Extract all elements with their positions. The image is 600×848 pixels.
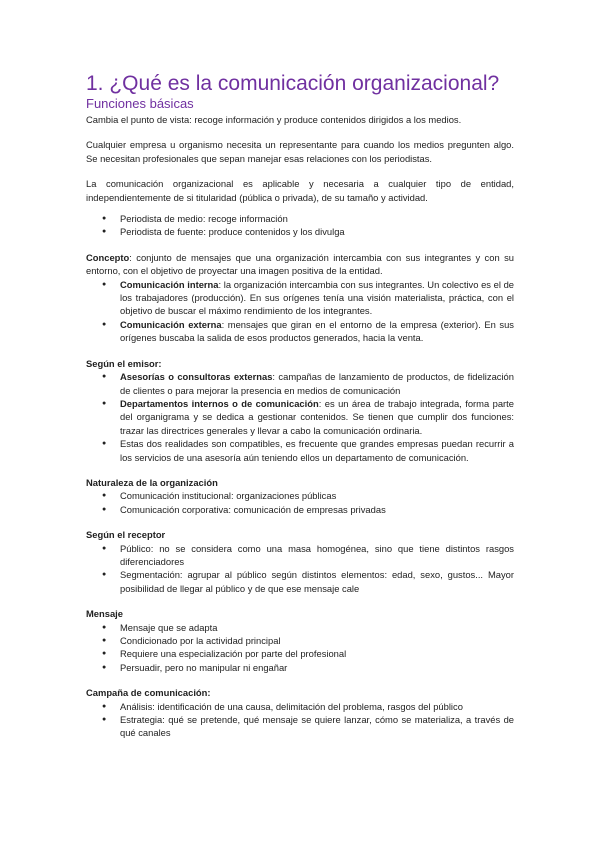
emisor-list: [86, 370, 514, 464]
list-item: ● Periodista de medio: recoge información: [120, 212, 514, 225]
concepto-label: Concepto: [86, 251, 130, 263]
item-text: Estas dos realidades son compatibles, es frecuente que grandes empresas puedan recurrir a los servicios de una asesoría aún teniendo ellos un departamento de comunicación.: [120, 438, 514, 463]
naturaleza-list: [86, 489, 514, 516]
list-item: ● Comunicación corporativa: comunicación de empresas privadas: [120, 503, 514, 516]
item-text: : es un área de trabajo integrada, forma parte del organigrama y se dedica a gestionar contenidos. Se tienen que cumplir dos funciones: trazar las directrices generales y llevar a cabo la comunicación ordinaria.: [120, 397, 514, 436]
list-item: [120, 278, 514, 318]
item-label: Comunicación interna: [120, 278, 219, 290]
list-item: [120, 437, 514, 464]
item-text: : la organización intercambia con sus integrantes. Un colectivo es el de los trabajadores (producción). En sus orígenes tenía una visión materialista, práctica, con el objetivo de buscar el máximo rendimiento de los integrantes.: [120, 278, 515, 317]
list-item: [120, 318, 514, 345]
page-title: 1. ¿Qué es la comunicación organizacional?: [86, 72, 500, 95]
concepto-list: [86, 278, 514, 345]
list-item: ● Periodista de fuente: produce contenidos y los divulga: [120, 225, 514, 238]
intro-paragraph-1: Cambia el punto de vista: recoge información y produce contenidos dirigidos a los medios.: [86, 114, 462, 125]
list-item: ● Estrategia: qué se pretende, qué mensaje se quiere lanzar, cómo se materializa, a través de qué canales: [120, 713, 514, 740]
item-text: : campañas de lanzamiento de productos, de fidelización de clientes o para mejorar la presencia en medios de comunicación: [120, 371, 514, 396]
emisor-heading: Según el emisor:: [86, 357, 162, 369]
list-item: [120, 397, 514, 437]
periodistas-list: [86, 212, 514, 239]
list-item: ● Público: no se considera como una masa homogénea, sino que tiene distintos rasgos diferenciadores: [120, 542, 514, 569]
mensaje-list: [86, 621, 514, 675]
list-item: ● Mensaje que se adapta: [120, 621, 514, 634]
item-label: Asesorías o consultoras externas: [120, 371, 273, 383]
item-text: : mensajes que giran en el entorno de la empresa (exterior). En sus orígenes buscaba la salida de esos productos generados, hacia la venta.: [120, 318, 514, 344]
receptor-heading: Según el receptor: [86, 529, 166, 541]
item-label: Departamentos internos o de comunicación: [120, 397, 319, 409]
intro-paragraph-3: La comunicación organizacional es aplicable y necesaria a cualquier tipo de entidad, independientemente de si titularidad (pública o privada), de su tamaño y actividad.: [86, 178, 514, 203]
mensaje-heading: Mensaje: [86, 608, 123, 620]
item-label: Comunicación externa: [120, 318, 222, 330]
list-item: ● Condicionado por la actividad principal: [120, 634, 514, 647]
list-item: ● Persuadir, pero no manipular ni engañar: [120, 661, 514, 674]
list-item: ● Comunicación institucional: organizaciones públicas: [120, 489, 514, 502]
list-item: [120, 370, 514, 397]
concepto-text: : conjunto de mensajes que una organización intercambia con sus integrantes y con su entorno, con el objetivo de proyectar una imagen positiva de la entidad.: [86, 251, 514, 277]
list-item: ● Segmentación: agrupar al público según distintos elementos: edad, sexo, gustos... Mayor posibilidad de llegar al público y de que ese mensaje cale: [120, 568, 514, 595]
campana-heading: Campaña de comunicación:: [86, 687, 211, 699]
concepto-paragraph: [86, 251, 514, 278]
list-item: ● Requiere una especialización por parte del profesional: [120, 647, 514, 660]
section-subtitle: Funciones básicas: [86, 96, 194, 111]
receptor-list: [86, 542, 514, 596]
campana-list: [86, 700, 514, 740]
list-item: ● Análisis: identificación de una causa, delimitación del problema, rasgos del público: [120, 700, 514, 713]
naturaleza-heading: Naturaleza de la organización: [86, 476, 218, 488]
intro-paragraph-2: Cualquier empresa u organismo necesita un representante para cuando los medios pregunten algo. Se necesitan profesionales que sepan manejar esas relaciones con los periodistas.: [86, 139, 514, 164]
